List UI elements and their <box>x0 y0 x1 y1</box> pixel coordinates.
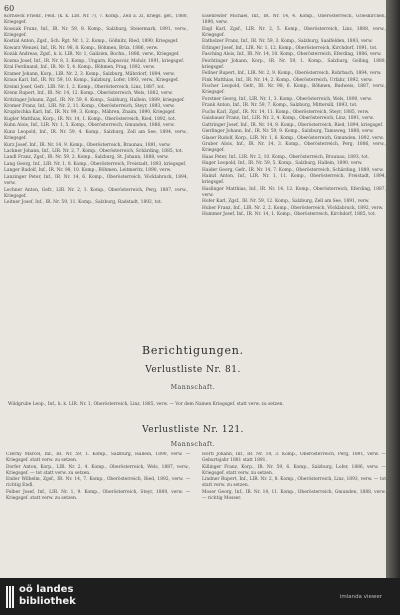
list2-right-column <box>202 452 386 577</box>
list-entry: Leitner Josef, Inf., IR. Nr. 59, 11. Komp., Salzburg, Radstadt, 1892, tot. <box>4 200 163 206</box>
list-entry: Feichtinger Johann, Korp., IR. Nr. 59, 1. Komp., Salzburg, Golling, 1889, kriegsgef. <box>202 58 386 70</box>
page-edge-shadow <box>386 0 400 578</box>
right-column <box>202 14 386 336</box>
list-entry: Kuhn Alois, Inf., LIR. Nr. 1, 5. Komp., Oberösterreich, Gmunden, 1886, verw. <box>4 123 175 129</box>
page-number: 60 <box>4 4 15 13</box>
list-entry: Fuchs Karl, Zgsf., IR. Nr. 14, 11. Komp., Oberösterreich, Steyr, 1885, verw. <box>202 109 370 115</box>
list2-left-column <box>6 452 190 577</box>
list-entry: Kreiml Josef, Gefr., LIR. Nr. 1, 2. Komp., Oberösterreich, Linz, 1887, tot. <box>4 84 165 90</box>
list-entry: Kostial Anton, Zgsf., Sch. Rgt. Nr. 1, 2. Komp., Gößnitz, Ried, 1890, Kriegsgef. <box>4 39 179 45</box>
list-entry: Kornseck Friedr., Feld. (k. k. LIR. Nr. 7), 7. Komp., Zell a. Zi, kriegs. gef., 1880, Kriegsgef. <box>4 14 188 26</box>
list-entry: Gattringer Josef, Inf., IR. Nr. 14, 8. Komp., Oberösterreich, Ried, 1894, kriegsgef. <box>202 122 384 128</box>
list-entry: Lechner Anton, Gefr., LIR. Nr. 2, 1. Komp., Oberösterreich, Perg, 1887, verw., Kriegsgef. <box>4 187 188 199</box>
list-entry: Dorfer Anton, Korp., LIR. Nr. 2, 4. Komp., Oberösterreich, Wels, 1887, verw., Kriegsgef. — tot statt verw. zu setzen. <box>6 464 190 476</box>
list-entry: Ender Wilhelm, Zgsf., IR. Nr. 14, 7. Komp., Oberösterreich, Ried, 1892, verw. — richtig Endl. <box>6 477 190 489</box>
list-entry: Fischer Leopold, Gefr., IR. Nr. 98, 6. Komp., Böhmen, Budweis, 1887, verw., Kriegsgef. <box>202 84 386 96</box>
list-entry: Fink Matthias, Inf., IR. Nr. 14, 2. Komp., Oberösterreich, Urfahr, 1892, verw. <box>202 77 373 83</box>
list-entry: Kritzinger Johann, Zgsf., IR. Nr. 59, 6. Komp., Salzburg, Hallein, 1889, kriegsgef. <box>4 97 185 103</box>
list-entry: Czerny Marcel, Inf., IR. Nr. 59, 1. Komp., Salzburg, Hallein, 1890, verw. — Kriegsgef. statt verw. zu setzen. <box>6 452 190 464</box>
list-entry: Hager Leopold, Inf., IR. Nr. 59, 5. Komp., Salzburg, Hallein, 1890, verw. <box>202 161 363 167</box>
list-entry: Gruber Alois, Inf., IR. Nr. 14, 3. Komp., Oberösterreich, Perg, 1886, verw., Kriegsgef. <box>202 142 386 154</box>
list-entry: Erlinger Josef, Inf., LIR. Nr. 1, 12. Komp., Oberösterreich, Kirchdorf, 1891, tot. <box>202 45 378 51</box>
list2-title: Verlustliste Nr. 121. <box>142 425 244 435</box>
list-entry: Kozák Andreas, Zgsf., k. k. LIR. Nr. 1, Galizien, Bochn., 1886, verw., Kriegsgef. <box>4 52 180 58</box>
list-entry: Landl Franz, Zgsf., IR. Nr. 59, 2. Komp., Salzburg, St. Johann, 1888, verw. <box>4 155 169 161</box>
list2-subtitle: Mannschaft. <box>170 441 216 448</box>
list-entry: Krupitschka Karl, Inf., IR. Nr. 99, 3. Komp., Mähren, Znaim, 1890, Kriegsgef. <box>4 110 176 116</box>
list-entry: Langer Rudolf, Inf., IR. Nr. 98, 10. Komp., Böhmen, Leitmeritz, 1890, verw. <box>4 168 172 174</box>
library-logo[interactable] <box>6 583 86 611</box>
list-entry: Kowarz Wenzel, Inf., IR. Nr. 98, 8. Komp., Böhmen, Brüx, 1886, verw. <box>4 45 159 51</box>
list-entry: Lang Georg, Inf., LIR. Nr. 1, 8. Komp., Oberösterreich, Freistadt, 1893, kriegsgef. <box>4 161 187 167</box>
list-entry: Hainzl Anton, Inf., LIR. Nr. 1, 11. Komp., Oberösterreich, Freistadt, 1894, kriegsgef. <box>202 174 386 186</box>
list-entry: Kraus Karl, Inf., IR. Nr. 59, 10. Komp., Salzburg, Lofer, 1893, verw., Kriegsgef. <box>4 78 179 84</box>
list-entry: Kunz Leopold, Inf., IR. Nr. 59, 4. Komp., Salzburg, Zell am See, 1894, verw., Kriegsgef. <box>4 129 188 142</box>
list-entry: Kramer Johann, Korp., LIR. Nr. 2, 3. Komp., Salzburg, Mährdorf, 1894, verw. <box>4 71 175 77</box>
corrections-title: Berichtigungen. <box>142 344 244 357</box>
logo-text-line1: oö landes <box>19 584 74 595</box>
list-entry: Felber Josef, Inf., LIR. Nr. 1, 9. Komp., Oberösterreich, Steyr, 1889, verw. — Kriegsgef. statt verw. zu setzen. <box>6 489 190 501</box>
viewer-credit: imlanda viewer <box>339 594 382 600</box>
list-entry: Kugler Matthias, Korp., IR. Nr. 14, 1. Komp., Oberösterreich, Ried, 1892, tot. <box>4 116 176 122</box>
logo-text-line2: bibliothek <box>19 596 76 607</box>
list-entry: Glaser Rudolf, Korp., LIR. Nr. 1, 6. Komp., Oberösterreich, Gmunden, 1892, verw. <box>202 135 384 141</box>
list-entry: Lanzinger Peter, Inf., IR. Nr. 14, 6. Komp., Oberösterreich, Vöcklabruck, 1894, verw. <box>4 174 188 187</box>
list-entry: Gaisbauer Franz, Inf., LIR. Nr. 2, 4. Komp., Oberösterreich, Linz, 1891, verw. <box>202 116 374 122</box>
list-entry: Entholzer Franz, Inf., IR. Nr. 59, 3. Komp., Salzburg, Saalfelden, 1893, verw. <box>202 39 373 45</box>
list-entry: Haslinger Matthias, Inf., IR. Nr. 14, 12. Komp., Oberösterreich, Eferding, 1887, verw. <box>202 186 386 198</box>
list-entry: Kurz Josef, Inf., IR. Nr. 14, 9. Komp., Oberösterreich, Braunau, 1891, verw. <box>4 142 171 148</box>
list-entry: Eisenreiter Michael, Inf., IR. Nr. 14, 4. Komp., Oberösterreich, Grieskirchen, 1890, verw. <box>202 14 386 26</box>
list-entry: Krenn Rupert, Inf., IR. Nr. 14, 12. Komp., Oberösterreich, Wels, 1882, verw. <box>4 91 173 97</box>
list-entry: Kossiak Franz, Inf., IR. Nr. 59, 8. Komp., Salzburg, Steiermark, 1891, verw., Kriegsgef. <box>4 26 188 38</box>
list-entry: Hörtl Johann, Inf., IR. Nr. 14, 3. Komp., Oberösterreich, Perg, 1891, verw. — Geburtsjahr 1881 statt 1891. <box>202 452 386 464</box>
list-entry: Kozma Josef, Inf., IR. Nr. 8, 3. Komp., Ungarn, Kaposvár, Mohár, 1891, kriegsgef. <box>4 58 185 64</box>
list-entry: Kromer Franz, Inf., LIR. Nr. 2, 11. Komp., Oberösterreich, Steyr, 1893, verw. <box>4 104 175 109</box>
list-entry: Forstner Georg, Inf., LIR. Nr. 1, 3. Komp., Oberösterreich, Wels, 1890, verw. <box>202 96 372 102</box>
list-entry: Kral Ferdinand, Inf., IR. Nr. 5, 4. Komp., Böhmen, Prag, 1892, verw. <box>4 65 155 71</box>
list-entry: Haider Georg, Gefr., IR. Nr. 14, 7. Komp., Oberösterreich, Schärding, 1889, verw. <box>202 167 384 173</box>
list1-text: Wildgrube Leop., Inf., k. k. LIR. Nr. 1, Oberösterreich, Linz, 1885, verw. — Vor dem Namen Kriegsgef. statt verw. zu setzen. <box>8 402 284 407</box>
list1-title: Verlustliste Nr. 81. <box>145 365 241 375</box>
list-entry: Fasching Alois, Inf., IR. Nr. 14, 10. Komp., Oberösterreich, Eferding, 1886, verw. <box>202 52 382 58</box>
list-entry: Lackner Johann, Inf., LIR. Nr. 2, 7. Komp., Oberösterreich, Schärding, 1885, tot. <box>4 149 184 154</box>
logo-mark-icon <box>6 586 16 608</box>
list-entry: Moser Georg, Inf., IR. Nr. 14, 11. Komp., Oberösterreich, Gmunden, 1888, verw. — richtig Mosser. <box>202 489 386 501</box>
list-entry: Huber Franz, Inf., LIR. Nr. 2, 2. Komp., Oberösterreich, Vöcklabruck, 1892, verw. <box>202 205 384 211</box>
list-entry: Hofer Karl, Zgsf., IR. Nr. 59, 12. Komp., Salzburg, Zell am See, 1891, verw. <box>202 199 370 205</box>
list-entry: Killinger Franz, Korp., IR. Nr. 59, 6. Komp., Salzburg, Lofer, 1886, verw. — Kriegsgef. statt verw. zu setzen. <box>202 464 386 476</box>
left-column <box>4 14 188 336</box>
list-entry: Hummer Josef, Inf., IR. Nr. 14, 1. Komp., Oberösterreich, Kirchdorf, 1885, tot. <box>202 212 376 218</box>
list-entry: Engl Karl, Zgsf., LIR. Nr. 2, 5. Komp., Oberösterreich, Linz, 1888, verw., Kriegsgef. <box>202 26 386 38</box>
list-entry: Lindner Rupert, Inf., LIR. Nr. 2, 8. Komp., Oberösterreich, Linz, 1893, verw. — tot statt verw. zu setzen. <box>202 477 386 489</box>
list-entry: Frank Anton, Inf., IR. Nr. 59, 7. Komp., Salzburg, Mittersill, 1893, tot. <box>202 103 358 109</box>
list-entry: Haas Peter, Inf., LIR. Nr. 2, 10. Komp., Oberösterreich, Braunau, 1893, tot. <box>202 154 369 160</box>
list1-subtitle: Mannschaft. <box>170 384 216 391</box>
list-entry: Gierlinger Johann, Inf., IR. Nr. 59, 9. Komp., Salzburg, Tamsweg, 1888, verw. <box>202 129 374 135</box>
list-entry: Fellner Rupert, Inf., LIR. Nr. 2, 9. Komp., Oberösterreich, Rohrbach, 1894, verw. <box>202 71 382 77</box>
